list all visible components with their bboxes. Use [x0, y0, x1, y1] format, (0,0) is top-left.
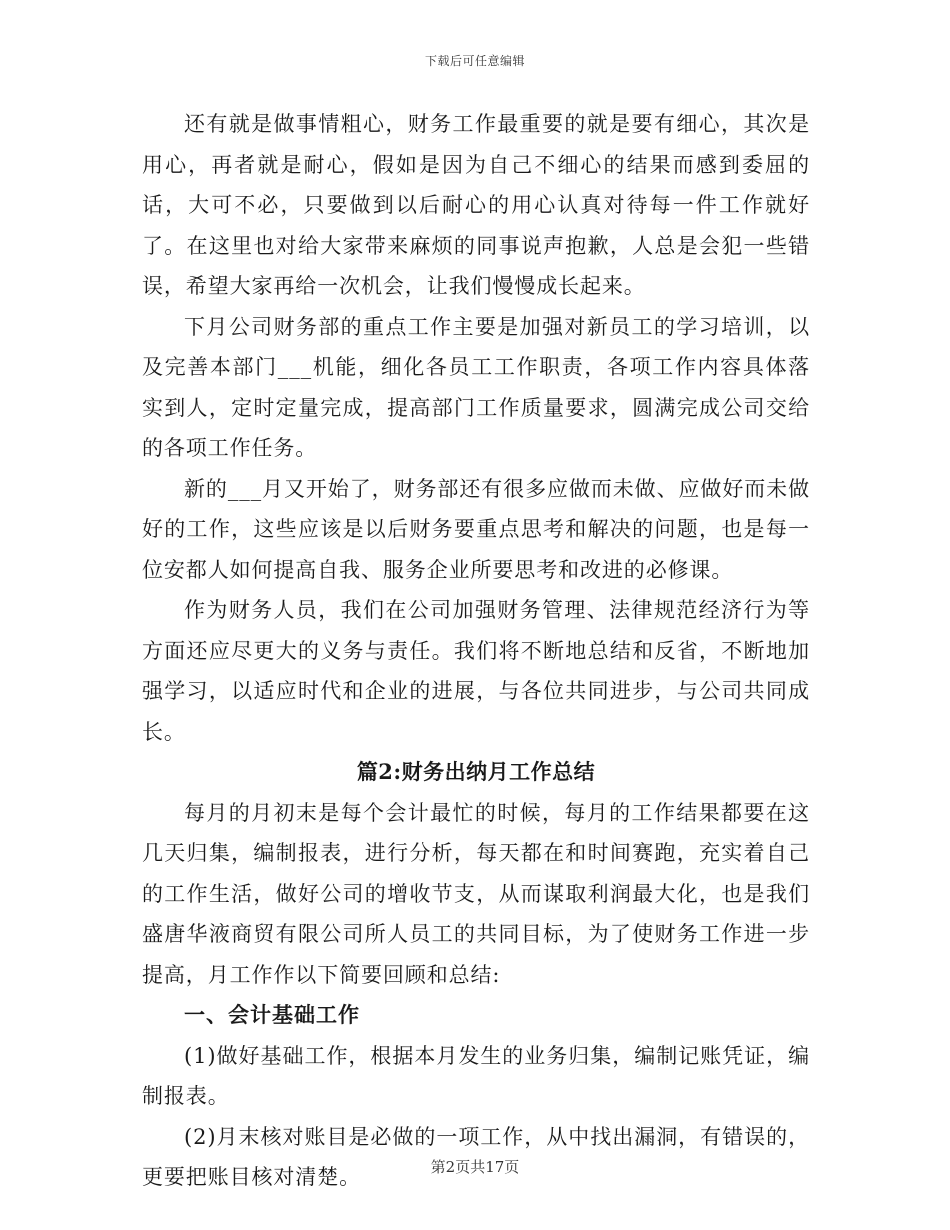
- page-header-note: 下载后可任意编辑: [424, 54, 525, 68]
- subheading: 一、会计基础工作: [184, 1002, 360, 1027]
- list-item: (1)做好基础工作，根据本月发生的业务归集，编制记账凭证，编制报表。: [142, 1043, 810, 1108]
- paragraph: 下月公司财务部的重点工作主要是加强对新员工的学习培训，以及完善本部门___机能，细化各员工工作职责，各项工作内容具体落实到人，定时定量完成，提高部门工作质量要求，圆满完成公司交给的各项工作任务。: [142, 314, 810, 460]
- document-body: [142, 104, 810, 1198]
- paragraph: 新的___月又开始了，财务部还有很多应做而未做、应做好而未做好的工作，这些应该是以后财务要重点思考和解决的问题，也是每一位安都人如何提高自我、服务企业所要思考和改进的必修课。: [142, 476, 810, 582]
- list-item: (2)月末核对账目是必做的一项工作，从中找出漏洞，有错误的，更要把账目核对清楚。: [142, 1124, 810, 1189]
- page-number: 第2页共17页: [430, 1158, 520, 1176]
- paragraph: 还有就是做事情粗心，财务工作最重要的就是要有细心，其次是用心，再者就是耐心，假如是因为自己不细心的结果而感到委屈的话，大可不必，只要做到以后耐心的用心认真对待每一件工作就好了。在这里也对给大家带来麻烦的同事说声抱歉，人总是会犯一些错误，希望大家再给一次机会，让我们慢慢成长起来。: [142, 112, 810, 298]
- section-title: 篇2:财务出纳月工作总结: [356, 759, 596, 784]
- paragraph: 每月的月初末是每个会计最忙的时候，每月的工作结果都要在这几天归集，编制报表，进行分析，每天都在和时间赛跑，充实着自己的工作生活，做好公司的增收节支，从而谋取利润最大化，也是我们盛唐华液商贸有限公司所人员工的共同目标，为了使财务工作进一步提高，月工作作以下简要回顾和总结:: [142, 800, 810, 987]
- paragraph: 作为财务人员，我们在公司加强财务管理、法律规范经济行为等方面还应尽更大的义务与责任。我们将不断地总结和反省，不断地加强学习，以适应时代和企业的进展，与各位共同进步，与公司共同成长。: [142, 598, 810, 744]
